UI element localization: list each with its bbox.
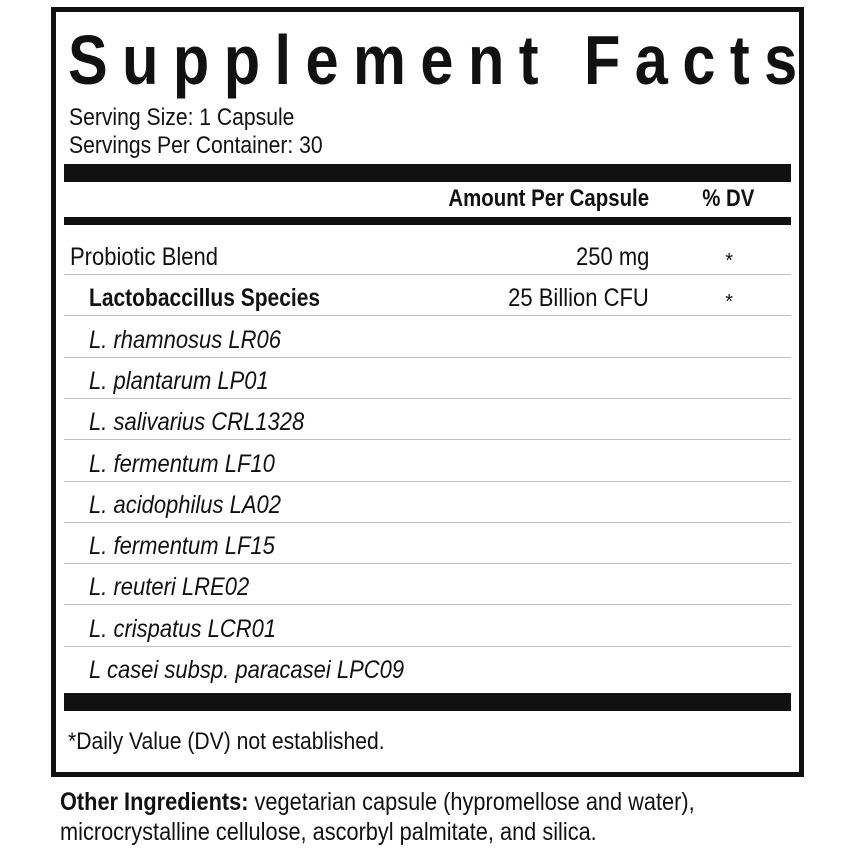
ingredient-name: L. rhamnosus LR06 — [89, 325, 282, 354]
panel-title: Supplement Facts — [68, 21, 812, 99]
top-divider-bar — [64, 164, 791, 182]
other-ingredients-text: vegetarian capsule (hypromellose and water), microcrystalline cellulose, ascorbyl palmitate, and silica. — [60, 788, 695, 846]
table-row — [64, 482, 791, 523]
ingredient-name: L. fermentum LF10 — [89, 449, 275, 478]
table-row — [64, 317, 791, 358]
ingredient-amount: 25 Billion CFU — [508, 284, 649, 313]
table-row — [64, 564, 791, 605]
bottom-divider-bar — [64, 693, 791, 711]
dv-column-header: % DV — [701, 185, 754, 212]
table-row — [64, 441, 791, 482]
ingredient-amount: 250 mg — [575, 243, 649, 271]
ingredient-name: L. fermentum LF15 — [89, 532, 275, 561]
table-row — [64, 523, 791, 564]
ingredient-name: Probiotic Blend — [70, 243, 218, 271]
ingredient-dv: * — [725, 250, 733, 272]
serving-size: Serving Size: 1 Capsule — [69, 104, 295, 131]
ingredient-name: L. reuteri LRE02 — [89, 573, 250, 602]
ingredient-name: L casei subsp. paracasei LPC09 — [89, 656, 405, 684]
table-row — [64, 234, 791, 275]
other-ingredients — [60, 787, 808, 847]
ingredient-dv: * — [725, 291, 733, 314]
table-row — [64, 275, 791, 316]
table-row — [64, 606, 791, 647]
ingredient-name: L. acidophilus LA02 — [89, 490, 282, 519]
header-divider-bar — [64, 217, 791, 225]
table-row — [64, 399, 791, 440]
amount-column-header: Amount Per Capsule — [448, 185, 649, 212]
ingredient-name: L. salivarius CRL1328 — [89, 408, 305, 437]
servings-per-container: Servings Per Container: 30 — [69, 132, 323, 159]
table-row — [64, 358, 791, 399]
ingredient-name: Lactobaccillus Species — [89, 284, 321, 313]
other-ingredients-label: Other Ingredients: — [60, 788, 249, 816]
table-row — [64, 647, 791, 688]
supplement-facts-panel — [51, 7, 812, 777]
dv-footnote: *Daily Value (DV) not established. — [68, 728, 385, 755]
ingredient-name: L. plantarum LP01 — [89, 366, 269, 395]
ingredient-name: L. crispatus LCR01 — [89, 614, 277, 643]
